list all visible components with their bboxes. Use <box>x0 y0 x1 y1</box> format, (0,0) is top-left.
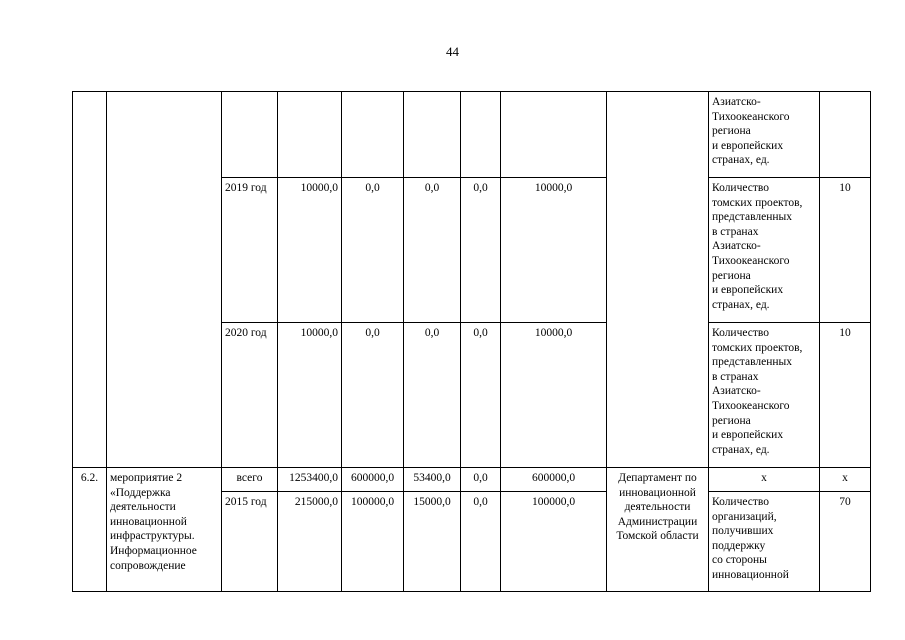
funding-cell-3 <box>461 92 501 178</box>
page-number: 44 <box>446 44 459 59</box>
funding-cell-4: 100000,0 <box>501 492 607 592</box>
funding-cell-1: 0,0 <box>342 323 404 468</box>
funding-cell-3: 0,0 <box>461 468 501 492</box>
total-cell: 1253400,0 <box>278 468 342 492</box>
funding-cell-3: 0,0 <box>461 323 501 468</box>
table-row <box>73 178 871 323</box>
target-cell: 10 <box>820 178 871 323</box>
total-cell: 10000,0 <box>278 323 342 468</box>
table-row <box>73 323 871 468</box>
program-table <box>72 91 871 592</box>
funding-cell-4: 10000,0 <box>501 323 607 468</box>
number-cell <box>73 323 107 468</box>
funding-cell-3: 0,0 <box>461 492 501 592</box>
funding-cell-4 <box>501 92 607 178</box>
funding-cell-2 <box>404 92 461 178</box>
funding-cell-2: 53400,0 <box>404 468 461 492</box>
executor-cell <box>607 92 709 178</box>
measure-name-cell <box>107 178 222 323</box>
target-cell: 10 <box>820 323 871 468</box>
table-row <box>73 468 871 492</box>
funding-cell-2: 15000,0 <box>404 492 461 592</box>
year-cell: 2019 год <box>222 178 278 323</box>
executor-cell: Департамент по инновационной деятельности Администрации Томской области <box>607 468 709 592</box>
year-cell: 2020 год <box>222 323 278 468</box>
funding-cell-4: 10000,0 <box>501 178 607 323</box>
year-cell <box>222 92 278 178</box>
target-cell <box>820 92 871 178</box>
year-cell: всего <box>222 468 278 492</box>
measure-name-cell <box>107 323 222 468</box>
total-cell <box>278 92 342 178</box>
funding-cell-1: 100000,0 <box>342 492 404 592</box>
funding-cell-2: 0,0 <box>404 323 461 468</box>
number-cell <box>73 92 107 178</box>
measure-name-cell <box>107 92 222 178</box>
indicator-cell: x <box>709 468 820 492</box>
funding-cell-1: 600000,0 <box>342 468 404 492</box>
year-cell: 2015 год <box>222 492 278 592</box>
funding-cell-3: 0,0 <box>461 178 501 323</box>
indicator-cell: Количество томских проектов, представленных в странах Азиатско- Тихоокеанского региона и европейских странах, ед. <box>709 178 820 323</box>
funding-cell-4: 600000,0 <box>501 468 607 492</box>
target-cell: x <box>820 468 871 492</box>
number-cell <box>73 178 107 323</box>
funding-cell-1: 0,0 <box>342 178 404 323</box>
executor-cell <box>607 178 709 323</box>
indicator-cell: Количество организаций, получивших поддержку со стороны инновационной <box>709 492 820 592</box>
target-cell: 70 <box>820 492 871 592</box>
executor-cell <box>607 323 709 468</box>
funding-cell-2: 0,0 <box>404 178 461 323</box>
measure-number-cell: 6.2. <box>73 468 107 592</box>
indicator-cell: Азиатско- Тихоокеанского региона и европейских странах, ед. <box>709 92 820 178</box>
measure-name-cell: мероприятие 2 «Поддержка деятельности инновационной инфраструктуры. Информационное сопровождение <box>107 468 222 592</box>
total-cell: 10000,0 <box>278 178 342 323</box>
indicator-cell: Количество томских проектов, представленных в странах Азиатско- Тихоокеанского региона и европейских странах, ед. <box>709 323 820 468</box>
funding-cell-1 <box>342 92 404 178</box>
total-cell: 215000,0 <box>278 492 342 592</box>
table-row <box>73 92 871 178</box>
